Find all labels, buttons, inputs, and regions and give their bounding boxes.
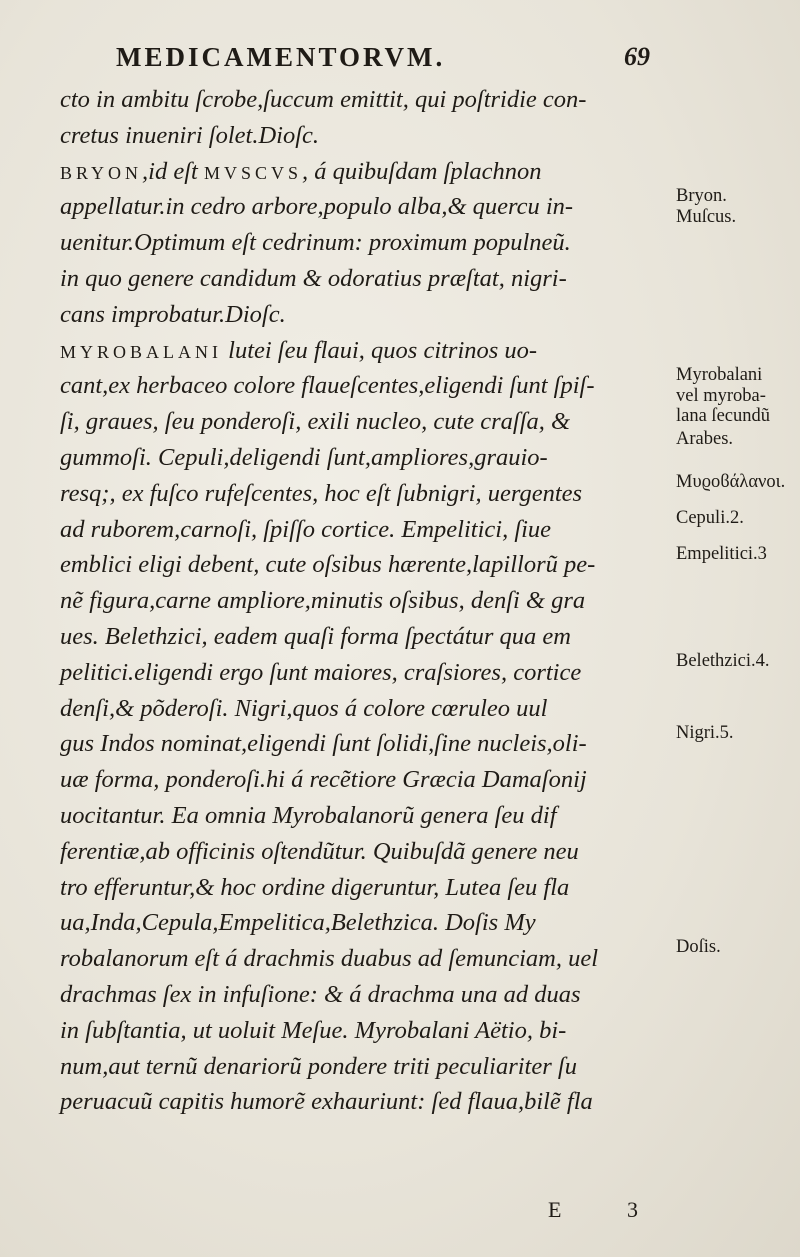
signature-mark: E 3 — [548, 1197, 668, 1222]
text-segment: , á quibuſdam ſplachnon — [301, 157, 542, 185]
text-segment: num,aut ternũ denariorũ pondere triti peculiariter ſu — [60, 1052, 577, 1080]
text-segment: robalanorum eſt á drachmis duabus ad ſemunciam, uel — [60, 945, 599, 973]
text-line — [60, 297, 700, 333]
margin-note: Doſis. — [676, 937, 721, 958]
text-segment: in ſubſtantia, ut uoluit Meſue. Myrobalani Aëtio, bi- — [60, 1016, 567, 1044]
text-line — [60, 118, 700, 154]
text-line — [60, 189, 700, 225]
text-line — [60, 404, 700, 440]
text-line — [60, 225, 700, 261]
text-line — [60, 1013, 700, 1049]
text-line — [60, 368, 700, 404]
text-line — [60, 333, 700, 369]
text-segment: emblici eligi debent, cute oſsibus hærente,lapillorũ pe- — [60, 551, 596, 579]
margin-note: Arabes. — [676, 429, 734, 450]
text-line — [60, 941, 700, 977]
page-number: 69 — [624, 42, 650, 71]
body-text — [60, 82, 700, 1120]
text-segment: drachmas ſex in infuſione: & á drachma una ad duas — [60, 980, 581, 1008]
running-head: MEDICAMENTORVM. — [116, 42, 446, 72]
text-segment: cretus inueniri ſolet.Dioſc. — [60, 121, 320, 149]
text-segment: appellatur.in cedro arbore,populo alba,& quercu in- — [60, 193, 574, 221]
text-line — [60, 1049, 700, 1085]
text-line — [60, 977, 700, 1013]
margin-note: Cepuli.2. — [676, 507, 744, 528]
text-segment: ua,Inda,Cepula,Empelitica,Belethzica. Doſis My — [60, 909, 536, 937]
text-line — [60, 762, 700, 798]
text-segment: pelitici.eligendi ergo ſunt maiores, craſsiores, cortice — [60, 658, 582, 686]
text-segment: gummoſi. Cepuli,deligendi ſunt,ampliores,grauio- — [60, 443, 548, 471]
text-line — [60, 655, 700, 691]
text-segment: gus Indos nominat,eligendi ſunt ſolidi,ſine nucleis,oli- — [60, 730, 587, 758]
entry-heading: MVSCVS — [203, 162, 302, 183]
margin-note: Empelitici.3 — [676, 543, 767, 564]
text-line — [60, 476, 700, 512]
text-segment: cans improbatur.Dioſc. — [60, 300, 286, 328]
text-segment: ſi, graues, ſeu ponderoſi, exili nucleo, cute craſſa, & — [60, 408, 571, 436]
text-segment: in quo genere candidum & odoratius præſtat, nigri- — [60, 264, 567, 292]
text-line — [60, 82, 700, 118]
page-header — [110, 38, 650, 78]
text-line — [60, 905, 700, 941]
text-segment: ,id eſt — [142, 157, 204, 185]
margin-note: Belethzici.4. — [676, 651, 770, 672]
text-line — [60, 726, 700, 762]
text-line — [60, 619, 700, 655]
text-line — [60, 691, 700, 727]
text-segment: uenitur.Optimum eſt cedrinum: proximum populneũ. — [60, 229, 571, 257]
margin-note: lana ſecundũ — [676, 405, 770, 426]
margin-note: Μυϱοϐάλανοι. — [676, 472, 786, 493]
text-line — [60, 1084, 700, 1120]
text-segment: ferentiæ,ab officinis oſtendũtur. Quibuſdã genere neu — [60, 837, 579, 865]
text-segment: tro efferuntur,& hoc ordine digeruntur, Lutea ſeu fla — [60, 873, 570, 901]
text-segment: denſi,& põderoſi. Nigri,quos á colore cœruleo uul — [60, 694, 548, 722]
text-line — [60, 870, 700, 906]
text-segment: resq;, ex fuſco rufeſcentes, hoc eſt ſubnigri, uergentes — [60, 479, 583, 507]
text-line — [60, 798, 700, 834]
entry-heading: MYROBALANI — [60, 341, 223, 362]
text-line — [60, 583, 700, 619]
text-segment: peruacuũ capitis humorẽ exhauriunt: ſed flaua,bilẽ fla — [60, 1088, 593, 1116]
text-segment: ad ruborem,carnoſi, ſpiſſo cortice. Empelitici, ſiue — [60, 515, 552, 543]
margin-note: Myrobalani — [676, 364, 763, 385]
margin-note: Nigri.5. — [676, 722, 734, 743]
text-segment: ues. Belethzici, eadem quaſi forma ſpectátur qua em — [60, 622, 571, 650]
text-line — [60, 547, 700, 583]
text-segment: nẽ figura,carne ampliore,minutis oſsibus, denſi & gra — [60, 587, 586, 615]
margin-note: Muſcus. — [676, 207, 737, 228]
text-line — [60, 154, 700, 190]
text-line — [60, 512, 700, 548]
text-line — [60, 261, 700, 297]
margin-note: vel myroba- — [676, 386, 766, 407]
text-segment: cant,ex herbaceo colore flaueſcentes,eligendi ſunt ſpiſ- — [60, 372, 595, 400]
text-segment: lutei ſeu flaui, quos citrinos uo- — [222, 336, 538, 364]
text-segment: uocitantur. Ea omnia Myrobalanorũ genera ſeu dif — [60, 801, 557, 829]
text-segment: cto in ambitu ſcrobe,ſuccum emittit, qui poſtridie con- — [60, 86, 587, 113]
text-line — [60, 834, 700, 870]
text-segment: uæ forma, ponderoſi.hi á recẽtiore Græcia Damaſonij — [60, 766, 587, 794]
text-line — [60, 440, 700, 476]
entry-heading: BRYON — [60, 162, 143, 183]
margin-note: Bryon. — [676, 185, 727, 206]
